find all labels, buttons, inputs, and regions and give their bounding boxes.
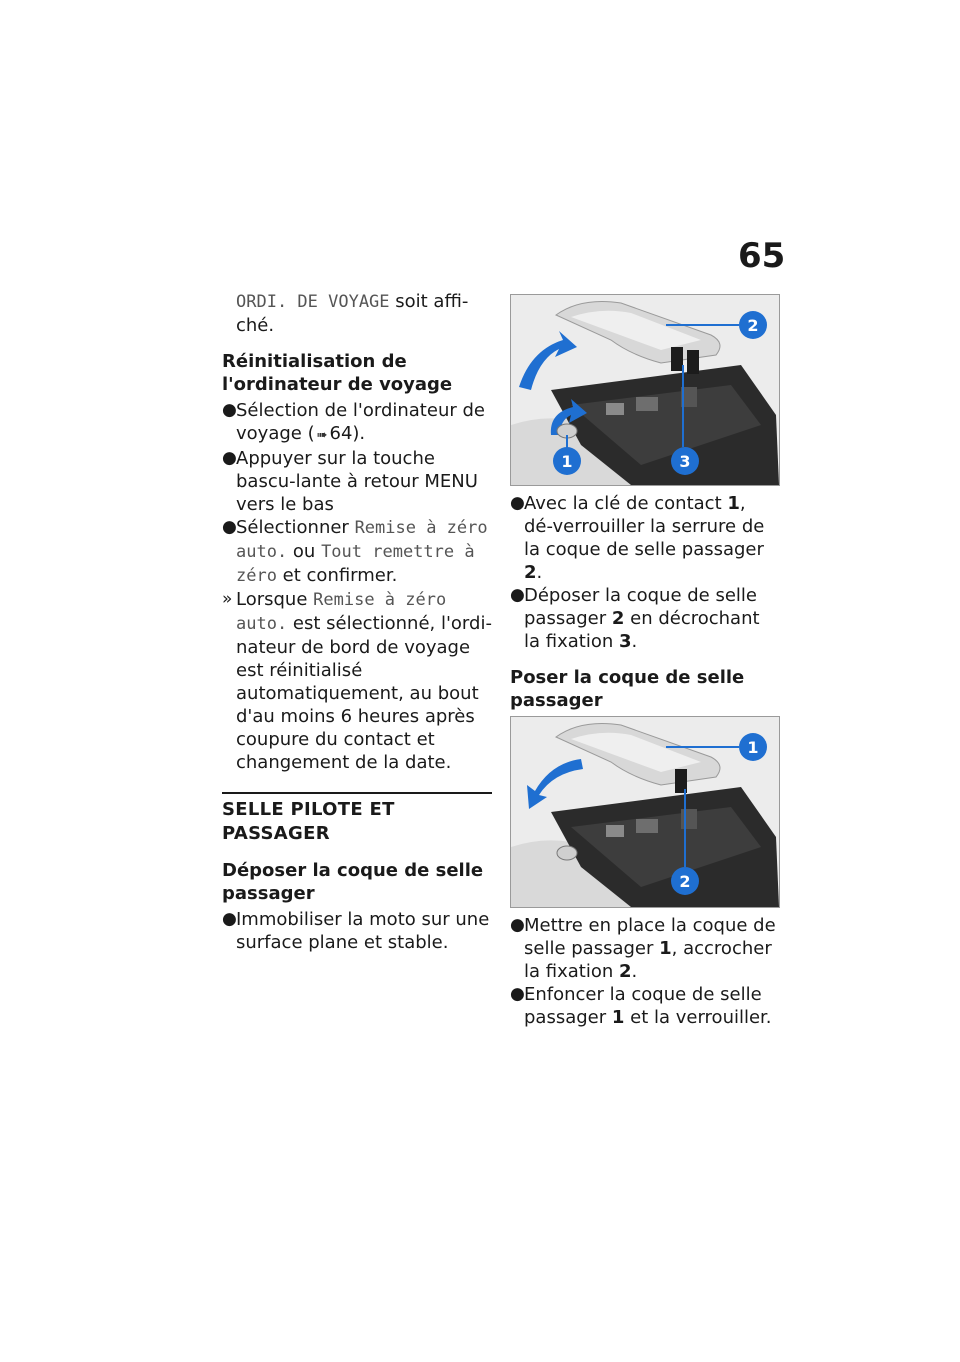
intro-paragraph: [222, 290, 492, 337]
left-column: [222, 290, 492, 954]
list-item: [222, 447, 492, 516]
bullet-icon: ●: [222, 909, 237, 929]
remove-heading: Déposer la coque de selle passager: [222, 860, 484, 904]
step-text: Sélectionner: [236, 517, 355, 538]
bullet-icon: ●: [222, 400, 237, 420]
figure-remove-seat-cover: [510, 294, 780, 486]
callout-label: 2: [679, 872, 691, 891]
callout-label: 3: [679, 452, 691, 471]
step-text: Appuyer sur la touche bascu-lante à retour MENU vers le bas: [236, 448, 478, 515]
result-item: [222, 588, 492, 774]
bullet-icon: ●: [510, 984, 525, 1004]
callout-label: 1: [561, 452, 573, 471]
list-item: ● Déposer la coque de selle passager 2 en décrochant la fixation 3.: [510, 585, 760, 652]
step-text-end: ).: [352, 423, 366, 444]
result-text-end: est sélectionné, l'ordi-nateur de bord de voyage est réinitialisé automatiquement, au bout d'au moins 6 heures après coupure du contact et changement de la date.: [236, 613, 492, 773]
right-column: [510, 290, 780, 1029]
page-reference-link[interactable]: 64: [329, 423, 353, 444]
figure-install-seat-cover: [510, 716, 780, 908]
callout-label: 1: [747, 738, 759, 757]
list-item: [222, 516, 492, 588]
step-text: Immobiliser la moto sur une surface plane et stable.: [236, 909, 490, 953]
list-item: [222, 908, 492, 954]
step-text-end: et confirmer.: [276, 565, 398, 586]
result-text: Lorsque: [236, 589, 314, 610]
bullet-icon: ●: [222, 517, 237, 537]
list-item: ● Avec la clé de contact 1, dé-verrouiller la serrure de la coque de selle passager 2.: [510, 493, 765, 583]
reset-heading: Réinitialisation de l'ordinateur de voyage: [222, 351, 453, 395]
section-title: SELLE PILOTE ET PASSAGER: [222, 792, 492, 846]
intro-text: soit affi-ché.: [236, 291, 469, 336]
page-number: 65: [738, 236, 786, 276]
step-text-mid: ou: [287, 541, 322, 562]
list-item: [222, 399, 492, 447]
seat-installation-illustration: [511, 717, 779, 907]
result-arrow-icon: »: [222, 589, 233, 609]
list-item: ● Enfoncer la coque de selle passager 1 et la verrouiller.: [510, 984, 772, 1028]
install-heading: Poser la coque de selle passager: [510, 667, 745, 711]
display-text: Remise à zéro auto.: [236, 518, 488, 562]
seat-removal-illustration: [511, 295, 779, 485]
display-text: ORDI. DE VOYAGE: [236, 292, 390, 312]
bullet-icon: ●: [510, 915, 525, 935]
bullet-icon: ●: [510, 493, 525, 513]
display-text: Remise à zéro auto.: [236, 590, 447, 634]
callout-label: 2: [747, 316, 759, 335]
reference-arrow-icon: ➠: [316, 428, 328, 443]
bullet-icon: ●: [510, 585, 525, 605]
bullet-icon: ●: [222, 448, 237, 468]
step-text: Sélection de l'ordinateur de voyage (: [236, 400, 485, 444]
display-text: Tout remettre à zéro: [236, 542, 475, 586]
list-item: ● Mettre en place la coque de selle passager 1, accrocher la fixation 2.: [510, 915, 776, 982]
